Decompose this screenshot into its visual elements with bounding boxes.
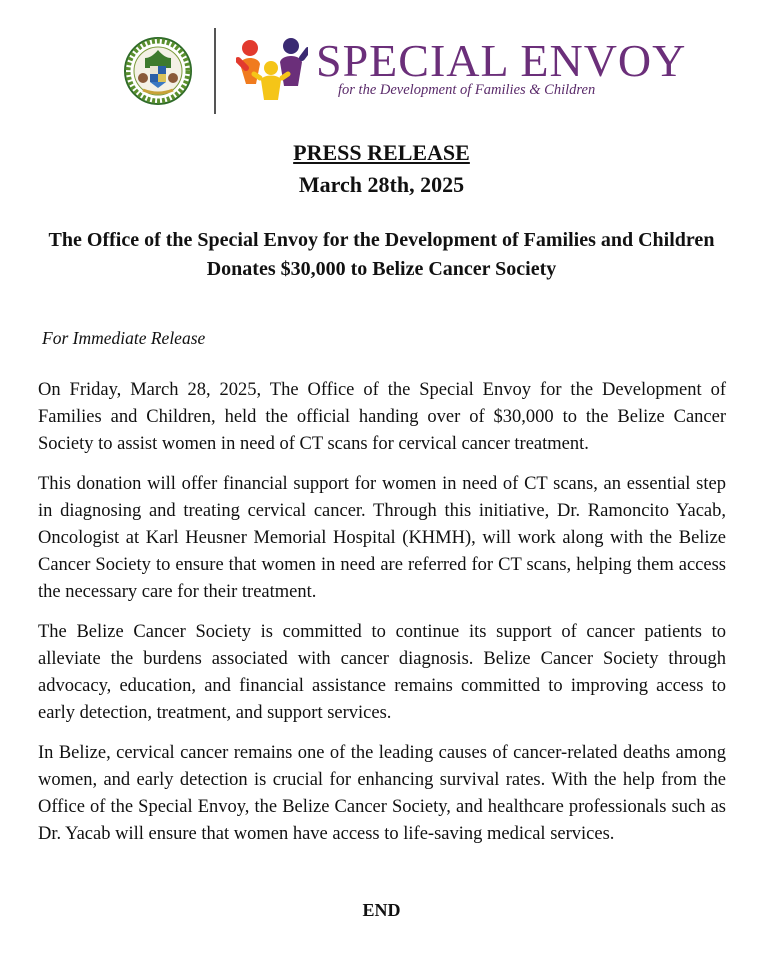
end-marker: END <box>362 900 401 920</box>
press-release-title: PRESS RELEASE <box>293 140 470 165</box>
header-divider <box>214 28 216 114</box>
paragraph: On Friday, March 28, 2025, The Office of the Special Envoy for the Development of Families and Children, held the official handing over of $30,000 to the Belize Cancer Society to assist women in need of CT scans for cervical cancer treatment. <box>38 380 726 454</box>
headline: The Office of the Special Envoy for the Development of Families and Children Donates $30,000 to Belize Cancer Society <box>48 229 715 280</box>
envoy-name: SPECIAL ENVOY <box>316 35 687 86</box>
press-release-date: March 28th, 2025 <box>298 172 465 197</box>
belize-coat-of-arms-icon <box>123 36 193 106</box>
paragraph: The Belize Cancer Society is committed to continue its support of cancer patients to alleviate the burdens associated with cancer diagnosis. Belize Cancer Society through advocacy, education, and financial assistance remains committed to improving access to early detection, treatment, and support services. <box>38 622 726 723</box>
immediate-release-label: For Immediate Release <box>42 328 206 348</box>
paragraph: This donation will offer financial support for women in need of CT scans, an essential step in diagnosing and treating cervical cancer. Through this initiative, Dr. Ramoncito Yacab, Oncologist at Karl Heusner Memorial Hospital (KHMH), will work along with the Belize Cancer Society to ensure that women in need are referred for CT scans, helping them access the necessary care for their treatment. <box>38 474 726 602</box>
envoy-tagline: for the Development of Families & Children <box>338 82 596 98</box>
family-figures-icon <box>236 34 308 106</box>
body-text <box>38 377 726 861</box>
paragraph: In Belize, cervical cancer remains one of the leading causes of cancer-related deaths among women, and early detection is crucial for enhancing survival rates. With the help from the Office of the Special Envoy, the Belize Cancer Society, and healthcare professionals such as Dr. Yacab will ensure that women have access to life-saving medical services. <box>38 743 726 844</box>
letterhead <box>0 0 763 125</box>
